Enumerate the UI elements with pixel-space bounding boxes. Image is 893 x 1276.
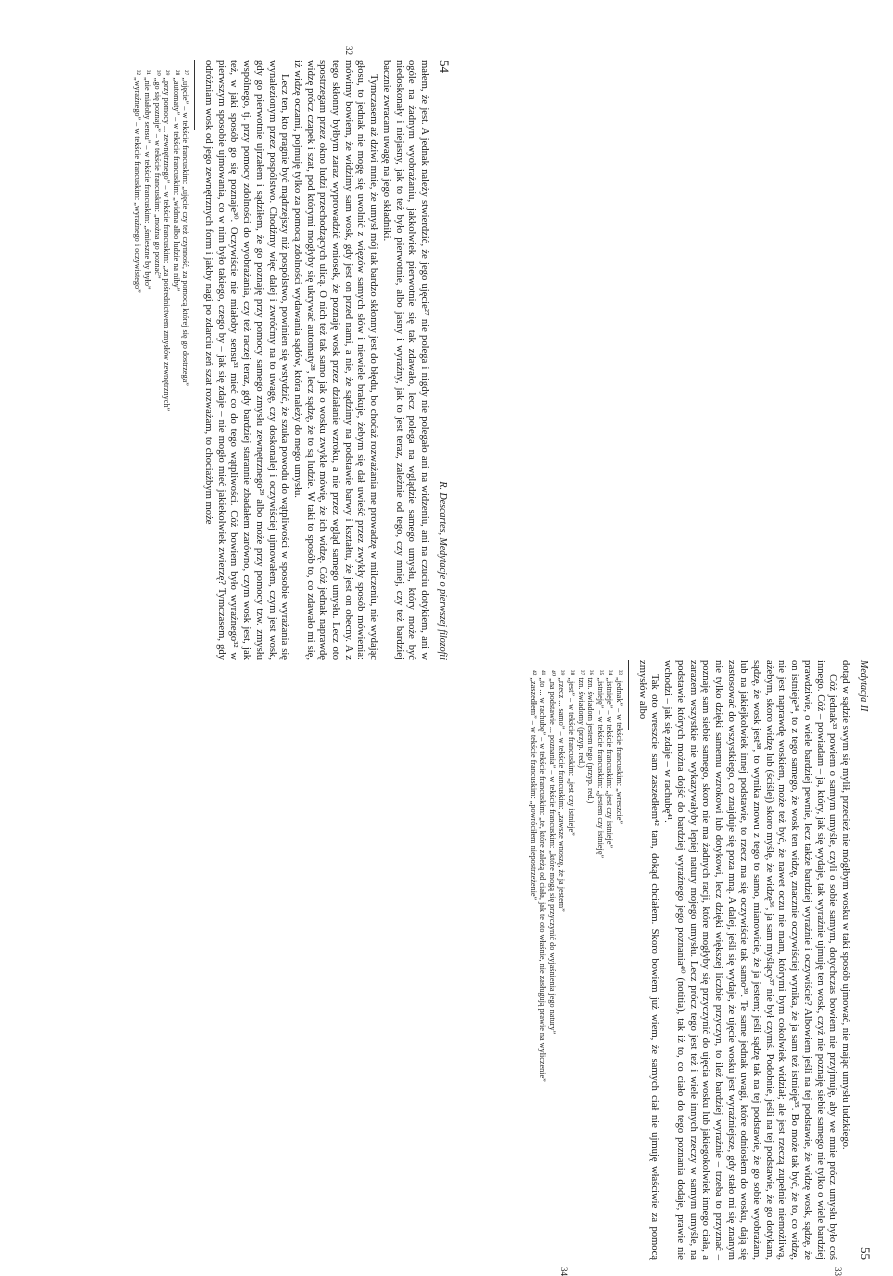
paragraph: Lecz ten, kto pragnie być mądrzejszy niż pospólstwo, powinien się wstydzić, że szuka powodu do wątpliwości w sposobie wyrażania się wynalezionym przez pospólstwo. Chodźmy więc dalej i zwróćmy na to uwagę, czy doskonalej i oczywiściej ujmowałem, czym jest wosk, gdy go pierwotnie ujrzałem i sądziłem, że go poznaję przy pomocy samego zmysłu zewnętrznego²⁹ albo może przy pomocy tzw. zmysłu wspólnego, tj. przy pomocy zdolności do wyobrażania, czy też raczej teraz, gdy bardziej starannie zbadałem zarówno, czym wosk jest, jak też, w jaki sposób go się poznaje³⁰. Oczywiście nie miałoby sensu³¹ mieć co do tego wątpliwości. Cóż bowiem było wyraźnego³² w pierwszym sposobie ujmowania, co w nim było takiego, czego by – jak się zdaje – nie mogło mieć jakiekolwiek zwierzę? Tymczasem, gdy odróżniam wosk od jego zewnętrznych form i jakby nagi po zdarciu zeń szat rozważam, to chociażbym może	[203, 60, 291, 660]
body-text	[635, 660, 851, 1260]
footnote: ³⁸ „jest” – w tekście francuskim: „jest czy istnieje”	[567, 670, 577, 836]
footnote-divider	[628, 660, 629, 730]
paragraph: Cóż jednak³³ powiem o samym umyśle, czyli o sobie samym, dotychczas bowiem nie przyjmuję, aby we mnie prócz umysłu było coś innego. Cóż – powiadam – ja, który, jak się wydaje, tak wyraźnie ujmuję ten wosk, czyż nie poznaję siebie samego nie tylko o wiele bardziej prawdziwie, o wiele bardziej pewnie, lecz także bardziej wyraźnie i oczywiście? Albowiem jeśli na tej podstawie, że widzę wosk, sądzę, że on istnieje³⁴, to z tego samego, że wosk ten widzę, znacznie oczywiściej wynika, że ja sam też istnieję³⁵. Bo może tak być, że to, co widzę, nie jest naprawdę woskiem, może też być, że nawet oczu nie mam, którymi bym cokolwiek widział; ale jest rzeczą zupełnie niemożliwą, ażebym, skoro widzę lub (ściślej) skoro myślę, że widzę³⁶, ja sam myślący³⁷ nie był czymś. Podobnie, jeśli na tej podstawie, że go dotykam, sądzę, że wosk jest³⁸, to wynika znowu z tego to samo, mianowicie, że ja jestem; jeśli sądzę tak na tej podstawie, że go sobie wyobrażam, lub na jakiejkolwiek innej podstawie, to rzecz ma się oczywiście tak samo³⁹. Te same jednak uwagi, które odniosłem do wosku, dają się zastosować do wszystkiego, co znajduje się poza mną. A dalej, jeśli się wydaje, że ujęcie wosku jest wyraźniejsze, gdy stało mi się znanym nie tylko dzięki samemu wzrokowi lub dotykowi, lecz dzięki większej liczbie przyczyn, to ileż bardziej wyraźnie – trzeba to przyznać – poznaję sam siebie samego, skoro nie ma żadnych racji, które mogłyby się przyczynić do ujęcia wosku lub jakiegokolwiek innego ciała, a zarazem wszystkie nie wykazywałyby lepiej natury mojego umysłu. Lecz prócz tego jest też i wiele innych rzeczy w samym umyśle, na podstawie których można dojść do bardziej wyraźnego jego poznania⁴⁰ (notitia), tak iż to, co ciało do tego poznania dodaje, prawie nie wchodzi – jak się zdaje – w rachubę⁴¹.	[662, 660, 839, 1260]
body-text	[201, 60, 430, 660]
footnotes	[133, 60, 191, 660]
footnote: ³³ „jednak” – w tekście francuskim: „wreszcie”	[615, 670, 625, 825]
footnote: ²⁷ „ujęcie” – w tekście francuskim: „ujęcie czy też czynność, za pomocą której się go dostrzega”	[181, 70, 191, 386]
paragraph: małem, że jest. A jednak należy stwierdzić, że jego ujęcie²⁷ nie polega i nigdy nie polegało ani na widzeniu, ani na czuciu dotykiem, ani w ogóle na żadnym wyobrażaniu, jakkolwiek pierwotnie się tak zdawało, lecz polega na wglądzie samego umysłu, który może być niedoskonały i niejasny, jak to też było pierwotnie, albo jasny i wyraźny, jak to jest teraz, zależnie od tego, czy mniej, czy też bardziej bacznie zwracam uwagę na jego składniki.	[380, 60, 430, 660]
footnote: ⁴² „zaszedłem” – w tekście francuskim: „powróciłem niepostrzeżenie”	[528, 670, 538, 901]
footnote: ⁴⁰ „na podstawie ... poznania” – w tekście francuskim: „które mogą się przyczynić do wyjaśnienia jego natury”	[547, 670, 557, 1035]
footnote: ⁴¹ „to ... w rachubę” – w tekście francuskim: „te, które zależą od ciała, jak te oto właśnie, nie zasługują prawie na wyliczenie”	[538, 670, 548, 1082]
running-head: R. Descartes, Medytacje o pierwszej filozofii	[437, 481, 448, 660]
footnote: ³² „wyraźnego” – w tekście francuskim: „wyraźnego i oczywistego”	[133, 70, 143, 293]
footnote: ³⁶ tzn. świadom jestem tego (przyp. red.)	[586, 670, 596, 804]
margin-reference: 34	[559, 1267, 569, 1276]
paragraph: Tak oto wreszcie sam zaszedłem⁴² tam, dokąd chciałem. Skoro bowiem już wiem, że samych ciał nie ujmuję właściwie za pomocą zmysłów albo	[636, 660, 661, 1260]
page-header	[434, 60, 452, 660]
footnote-divider	[194, 60, 195, 130]
page-header	[855, 660, 873, 1260]
margin-reference: 32	[344, 46, 354, 55]
page-55	[453, 660, 873, 1276]
footnote: ³⁹ „rzecz ... samo” – w tekście francuskim: „zawsze wnoszę, że ja jestem”	[557, 670, 567, 912]
margin-reference: 33	[833, 1267, 843, 1276]
paragraph: dotąd w sądzie swym się mylił, przecież nie mógłbym wosku w taki sposób ujmować, nie mając umysłu ludzkiego.	[840, 660, 851, 1150]
footnote: ³⁴ „istnieje” – w tekście francuskim: „jest czy istnieje”	[605, 670, 615, 849]
page-54	[32, 46, 452, 660]
footnotes	[528, 660, 624, 1260]
footnote: ³⁰ „go się poznaje” – w tekście francuskim: „można go poznać”	[152, 70, 162, 279]
footnote: ³⁵ „istnieję” – w tekście francuskim: „jestem czy istnieję”	[595, 670, 605, 859]
page-number: 54	[437, 60, 452, 73]
page-number: 55	[858, 1247, 873, 1260]
paragraph: Tymczasem aż dziwi mnie, że umysł mój tak bardzo skłonny jest do błędu, bo choćaż rozważania me prowadzę w milczeniu, nie wydając głosu, to jednak nie mogę się uwolnić z więzów samych słów i niewiele brakuje, żebym się dał uwieść przez zwykły sposób mówienia: mówimy bowiem, że widzimy sam wosk, gdy jest on przed nami, a nie, że sądzimy na podstawie barwy i kształtu, że jest on obecny. A z tego skłonny byłbym zaraz wyprowadzić wniosek, że poznaję wosk przez działanie wzroku, a nie przez wgląd samego umysłu. Lecz oto spostrzegam przez okno ludzi przechodzących ulicą. O nich też tak samo jak o wosku zwykle mówię, że ich widzę. Cóż jednak naprawdę widzę prócz czapek i szat, pod którymi mogłyby się ukrywać automaty²⁸, lecz sądzę, że to są ludzie. W taki to sposób to, co zdawało mi się, iż widzę oczami, pojmuję tylko za pomocą zdolności wydawania sądów, która należy do mego umysłu.	[291, 60, 380, 660]
footnote: ²⁹ „przy pomocy ... zewnętrznego” – w tekście francuskim: „za pośrednictwem zmysłów zewnętrznych”	[162, 70, 172, 412]
footnote: ³⁷ tzn. świadomy (przyp. red.)	[576, 670, 586, 768]
footnote: ³¹ „nie miałoby sensu” – w tekście francuskim: „śmieszne by było”	[142, 70, 152, 290]
running-head: Medytacja II	[858, 660, 869, 712]
footnote: ²⁸ „automaty” – w tekście francuskim: „widma albo ludzie na niby”	[171, 70, 181, 292]
